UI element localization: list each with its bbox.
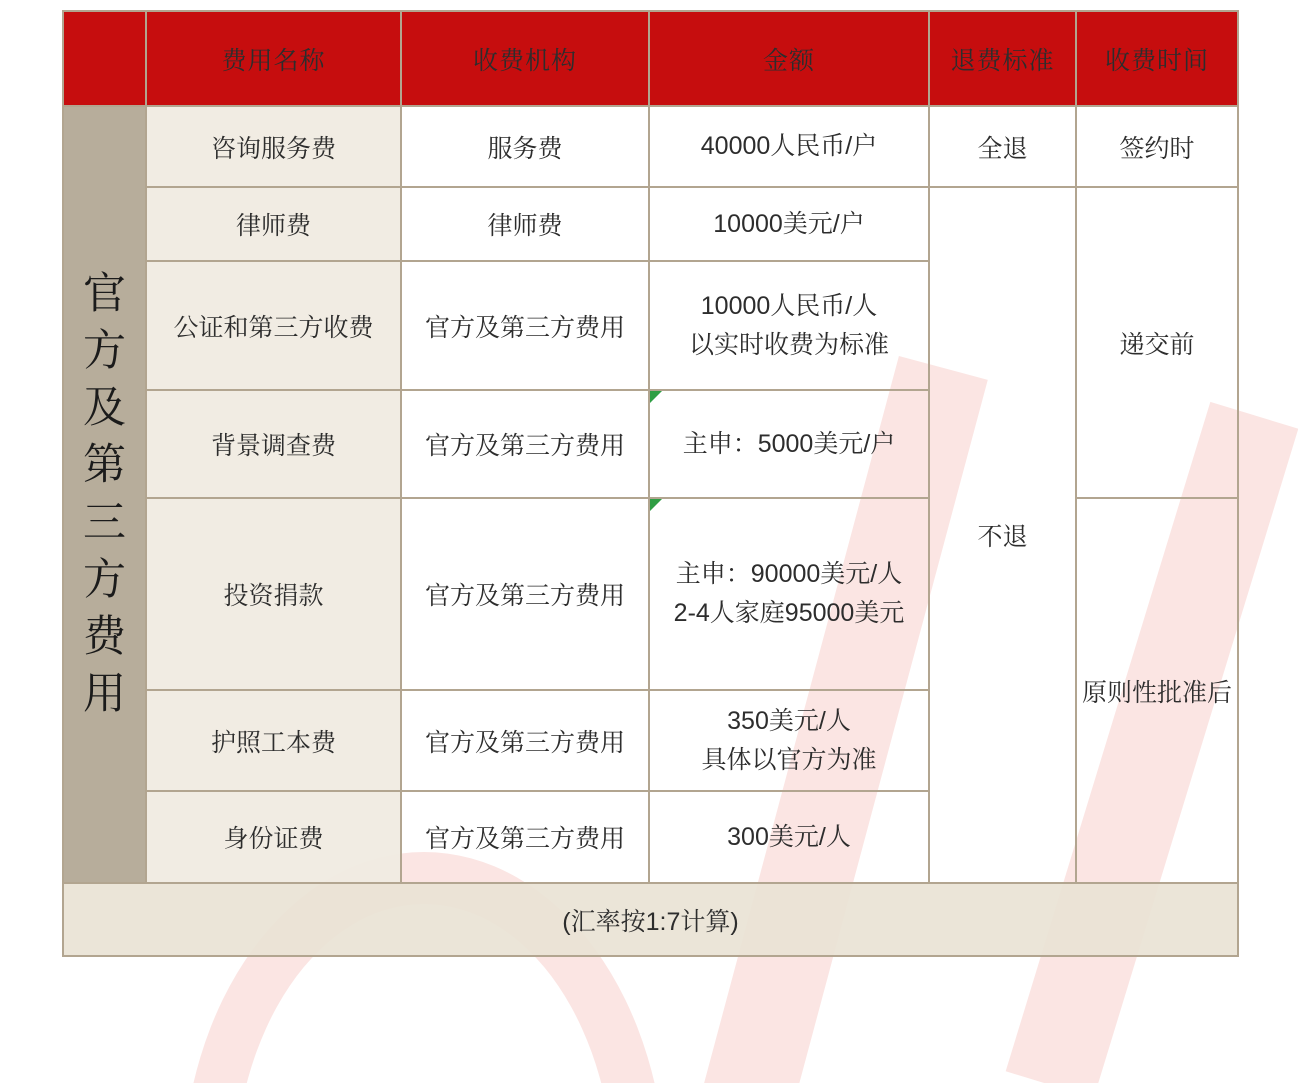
fee-name-cell: 律师费 [146, 187, 401, 261]
column-header-fee-name: 费用名称 [146, 11, 401, 106]
column-header-time: 收费时间 [1076, 11, 1238, 106]
amount-line: 2-4人家庭95000美元 [673, 599, 905, 627]
table-row [63, 187, 1238, 261]
column-header-amount: 金额 [649, 11, 929, 106]
column-header-refund: 退费标准 [929, 11, 1076, 106]
side-label-vertical: 官方及第三方费用 [83, 270, 126, 719]
agency-cell: 官方及第三方费用 [401, 791, 649, 883]
agency-cell: 律师费 [401, 187, 649, 261]
time-merged-cell: 原则性批准后 [1076, 498, 1238, 883]
amount-cell [649, 390, 929, 498]
agency-cell: 官方及第三方费用 [401, 498, 649, 690]
amount-line: 具体以官方为准 [701, 745, 877, 774]
fee-name-cell: 身份证费 [146, 791, 401, 883]
fee-name-cell: 背景调查费 [146, 390, 401, 498]
time-cell: 签约时 [1076, 106, 1238, 187]
refund-cell: 全退 [929, 106, 1076, 187]
time-merged-cell: 递交前 [1076, 187, 1238, 498]
side-label-cell [63, 106, 146, 883]
cell-note-indicator-icon [650, 499, 662, 511]
table-row [63, 106, 1238, 187]
agency-cell: 服务费 [401, 106, 649, 187]
header-corner-cell [63, 11, 146, 106]
amount-line: 主申：5000美元/户 [682, 429, 896, 458]
fee-name-cell: 咨询服务费 [146, 106, 401, 187]
agency-cell: 官方及第三方费用 [401, 390, 649, 498]
refund-merged-cell: 不退 [929, 187, 1076, 883]
column-header-agency: 收费机构 [401, 11, 649, 106]
amount-line: 350美元/人 [727, 706, 851, 735]
amount-cell: 300美元/人 [649, 791, 929, 883]
agency-cell: 官方及第三方费用 [401, 690, 649, 791]
amount-line: 以实时收费为标准 [688, 330, 889, 359]
fee-name-cell: 公证和第三方收费 [146, 261, 401, 390]
agency-cell: 官方及第三方费用 [401, 261, 649, 390]
amount-line: 10000人民币/人 [700, 291, 878, 320]
amount-cell [649, 498, 929, 690]
fee-name-cell: 护照工本费 [146, 690, 401, 791]
amount-cell [649, 261, 929, 390]
amount-line: 主申：90000美元/人 [675, 560, 903, 589]
amount-cell: 40000人民币/户 [649, 106, 929, 187]
fee-table [62, 10, 1239, 957]
amount-cell [649, 690, 929, 791]
amount-cell: 10000美元/户 [649, 187, 929, 261]
header-row [63, 11, 1238, 106]
footer-row [63, 883, 1238, 956]
exchange-rate-note: (汇率按1:7计算) [63, 883, 1238, 956]
cell-note-indicator-icon [650, 391, 662, 403]
fee-name-cell: 投资捐款 [146, 498, 401, 690]
